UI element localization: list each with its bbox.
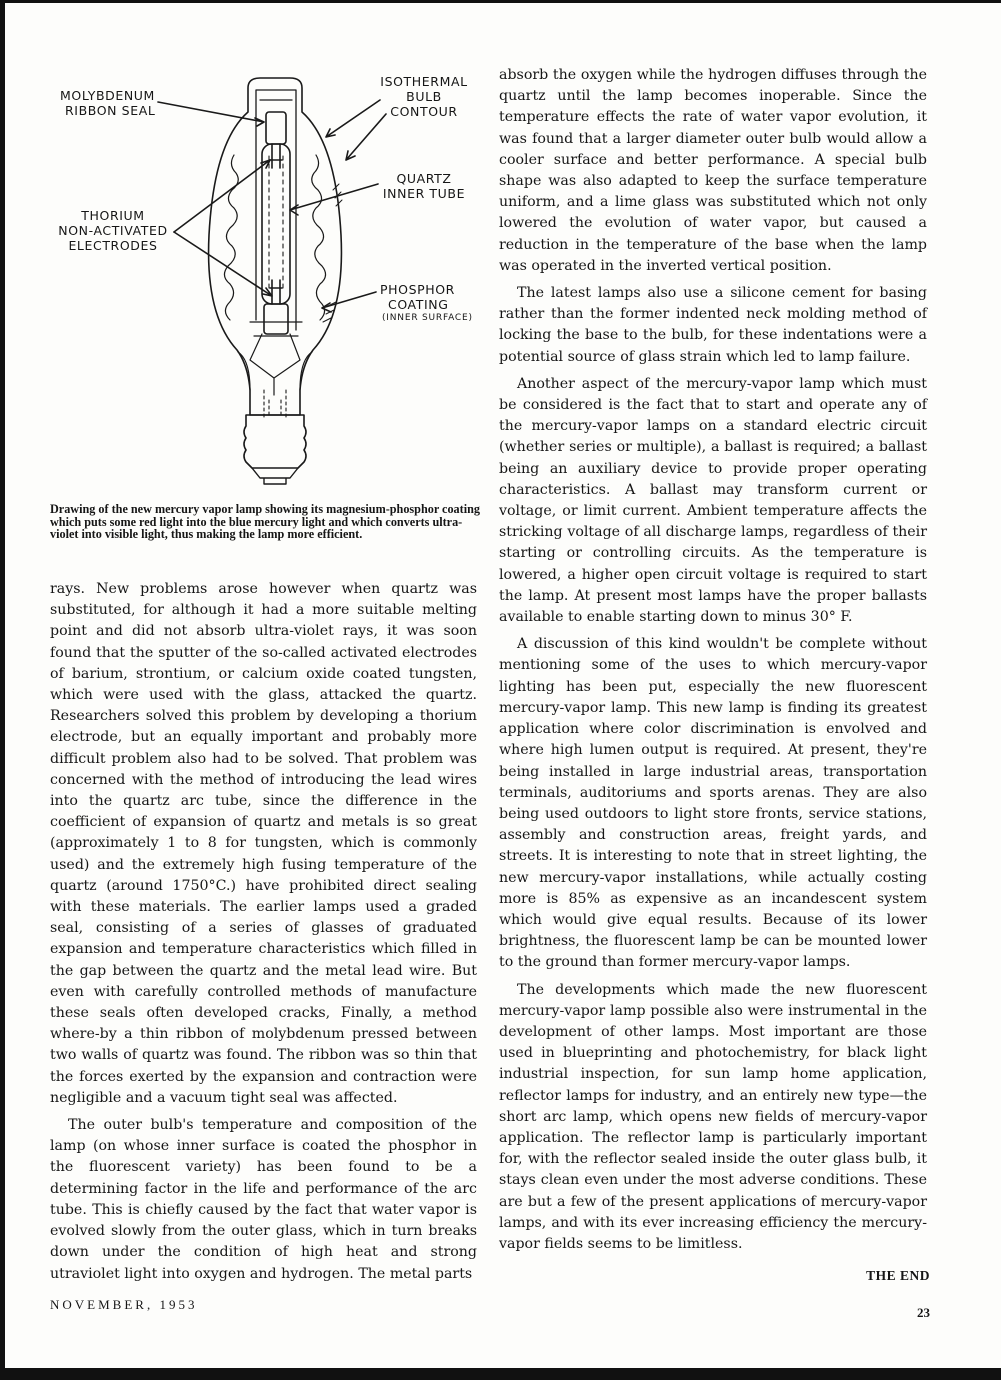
pointer-phosphor (322, 292, 376, 312)
label-quartz: QUARTZ INNER TUBE (382, 171, 466, 201)
top-electrode (270, 144, 282, 168)
bottom-electrode (270, 280, 282, 304)
top-seal (266, 112, 286, 144)
page-border-top (0, 0, 1001, 3)
phosphor-wave-left (224, 155, 238, 320)
paragraph: rays. New problems arose however when quartz was substituted, for although it had a more suitable melting point and did not absorb ultra-violet rays, it was soon found that the sputter of the so-called activated electrodes of barium, strontium, or calcium oxide coated tungsten, which were used with the glass, attacked the quartz. Researchers solved this problem by developing a thorium electrode, but an equally important and probably more difficult problem also had to be solved. That problem was concerned with the method of introducing the lead wires into the quartz arc tube, since the difference in the coefficient of expansion of quartz and metals is so great (approximately 1 to 8 for tungsten, which is commonly used) and the extremely high fusing temperature of the quartz (around 1750°C.) have prohibited direct sealing with these materials. The earlier lamps used a graded seal, consisting of a series of glasses of graduated expansion and temperature characteristics which filled in the gap between the quartz and the metal lead wire. But even with carefully controlled methods of manufacture these seals often developed cracks, Finally, a method where-by a thin ribbon of molybdenum pressed between two walls of quartz was found. The ribbon was so thin that the forces exerted by the expansion and contraction were negligible and a vacuum tight seal was affected. (50, 581, 477, 1106)
label-phosphor: PHOSPHOR COATING (INNER SURFACE) (380, 282, 473, 323)
pointer-isothermal-1 (326, 100, 380, 137)
support-wires (250, 322, 302, 395)
lamp-drawing (50, 60, 490, 500)
article-left-column (50, 579, 477, 1291)
outer-bulb (209, 78, 342, 415)
paragraph: Another aspect of the mercury-vapor lamp which must be considered is the fact that to start and operate any of the mercury-vapor lamps on a standard electric circuit (whether series or multiple), a ballast is required; a ballast being an auxiliary device to provide proper operating characteristics. A ballast may transform current or voltage, or limit current. Ambient temperature affects the stricking voltage of all discharge lamps, regardless of their starting or controlling circuits. As the temperature is lowered, a higher open circuit voltage is required to start the lamp. At present most lamps have the proper ballasts available to enable starting down to minus 30° F. (499, 375, 927, 626)
paragraph: The latest lamps also use a silicone cement for basing rather than the former indented neck molding method of locking the base to the bulb, for these indentations were a potential source of glass strain which led to lamp failure. (499, 285, 927, 365)
pointer-isothermal-2 (346, 114, 386, 160)
label-thorium: THORIUM NON-ACTIVATED ELECTRODES (58, 208, 168, 253)
page-number: 23 (917, 1305, 930, 1320)
label-molybdenum: MOLYBDENUM RIBBON SEAL (60, 88, 156, 118)
paragraph: absorb the oxygen while the hydrogen diffuses through the quartz until the lamp becomes inoperable. Since the temperature effects the rate of water vapor evolution, it was found that a larger diameter outer bulb would allow a cooler surface and better performance. A special bulb shape was also adapted to keep the surface temperature uniform, and a lime glass was substituted which not only lowered the evolution of water vapor, but caused a reduction in the temperature of the base when the lamp was operated in the inverted vertical position. (499, 67, 927, 274)
screw-base (244, 415, 306, 468)
pointer-thorium-2 (174, 232, 272, 296)
paragraph: A discussion of this kind wouldn't be complete without mentioning some of the uses to which mercury-vapor lighting has been put, especially the new fluorescent mercury-vapor lamp. This new lamp is finding its greatest application where color discrimination is envolved and where high lumen output is required. At present, they're being installed in large industrial areas, transportation terminals, auditoriums and sports arenas. They are also being used outdoors to light store fronts, service stations, assembly and construction areas, freight yards, and streets. It is interesting to note that in street lighting, the new mercury-vapor installations, while actually costing more is 85% as expensive as an incandescent system which would give equal results. Because of its lower brightness, the fluorescent lamp be can be mounted lower to the ground than former mercury-vapor lamps. (499, 636, 927, 971)
footer-month: NOVEMBER, 1953 (50, 1297, 198, 1312)
label-isothermal: ISOTHERMAL BULB CONTOUR (380, 74, 468, 119)
page-border-left (0, 0, 5, 1380)
end-mark: THE END (866, 1268, 930, 1283)
article-right-column (499, 65, 927, 1261)
figure-caption: Drawing of the new mercury vapor lamp showing its magnesium-phosphor coating which puts some red light into the blue mercury light and which converts ultra-violet into visible light, thus making the lamp more efficient. (50, 502, 480, 542)
paragraph: The outer bulb's temperature and composition of the lamp (on whose inner surface is coated the phosphor in the fluorescent variety) has been found to be a determining factor in the life and performance of the arc tube. This is chiefly caused by the fact that water vapor is evolved slowly from the outer glass, which in turn breaks down under the condition of high heat and strong utraviolet light into oxygen and hydrogen. The metal parts (50, 1117, 477, 1282)
bottom-seal (264, 304, 288, 334)
lamp-figure (50, 60, 490, 500)
page-border-bottom (0, 1368, 1001, 1380)
paragraph: The developments which made the new fluorescent mercury-vapor lamp possible also were instrumental in the development of other lamps. Most important are those used in blueprinting and photochemistry, for black light industrial inspection, for sun lamp home application, reflector lamps for industry, and an entirely new type—the short arc lamp, which opens new fields of mercury-vapor application. The reflector lamp is particularly important for, with the reflector sealed inside the outer glass bulb, it stays clean even under the most adverse conditions. These are but a few of the present applications of mercury-vapor lamps, and with its ever increasing efficiency the mercury-vapor fields seems to be limitless. (499, 981, 927, 1252)
phosphor-wave-right (312, 155, 326, 320)
